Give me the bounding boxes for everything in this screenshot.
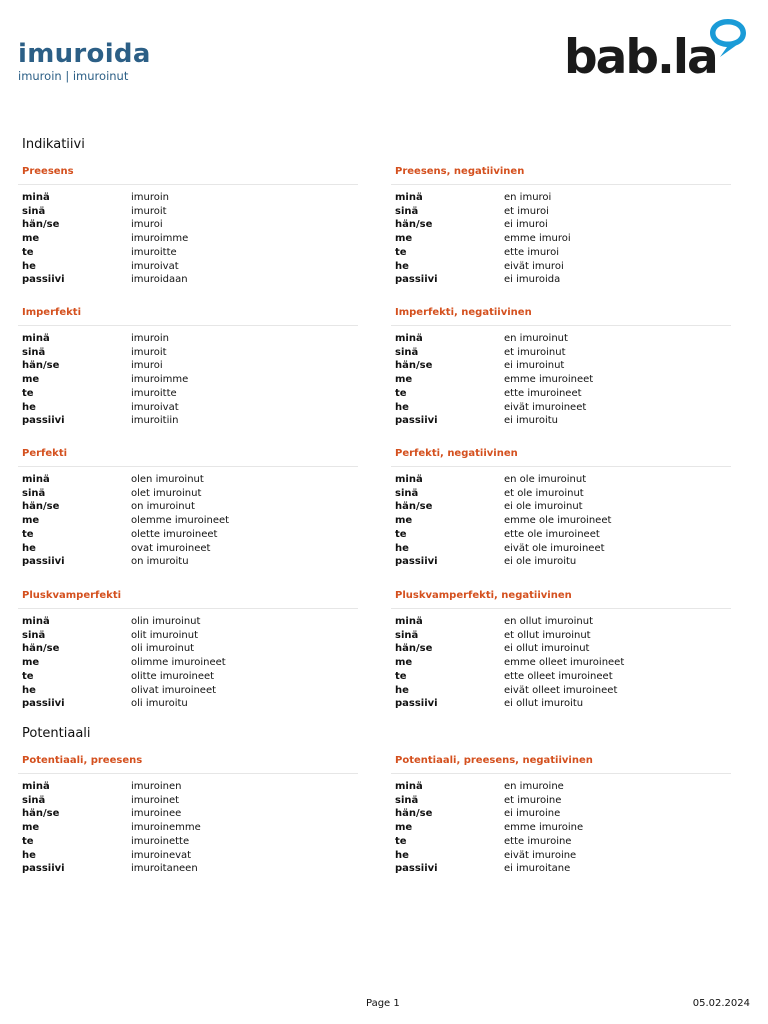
person-label: he	[395, 684, 409, 696]
conjugation-row	[395, 332, 731, 346]
tense-block-perfekti-negatiivinen	[395, 447, 731, 569]
verb-form: ei ollut imuroinut	[504, 643, 590, 655]
verb-principal-forms: imuroin | imuroinut	[18, 69, 129, 83]
person-label: te	[22, 835, 34, 847]
tense-title: Potentiaali, preesens, negatiivinen	[391, 754, 731, 774]
verb-form: emme ole imuroineet	[504, 515, 612, 527]
tense-title: Imperfekti	[18, 306, 358, 326]
person-label: sinä	[395, 487, 419, 499]
conjugation-row	[395, 629, 731, 643]
person-label: sinä	[22, 794, 46, 806]
tense-title: Preesens	[18, 165, 358, 185]
conjugation-row	[395, 191, 731, 205]
conjugation-row	[395, 642, 731, 656]
verb-form: imuroimme	[131, 233, 189, 245]
person-label: passiivi	[395, 274, 438, 286]
conjugation-row	[22, 542, 358, 556]
person-label: sinä	[395, 205, 419, 217]
verb-form: ette imuroine	[504, 835, 572, 847]
conjugation-row	[395, 500, 731, 514]
person-label: minä	[395, 781, 423, 792]
person-label: hän/se	[22, 219, 60, 231]
verb-form: imuroi	[131, 219, 163, 231]
person-label: passiivi	[22, 274, 65, 286]
person-label: hän/se	[22, 360, 60, 372]
verb-form: imuroinen	[131, 781, 182, 792]
person-label: me	[22, 374, 40, 386]
conjugation-row	[22, 246, 358, 260]
person-label: sinä	[395, 346, 419, 358]
verb-form: olemme imuroineet	[131, 515, 230, 527]
person-label: hän/se	[395, 360, 433, 372]
conjugation-row	[22, 794, 358, 808]
babla-logo[interactable]	[564, 16, 750, 85]
person-label: sinä	[22, 629, 46, 641]
tense-title: Potentiaali, preesens	[18, 754, 358, 774]
conjugation-row	[395, 821, 731, 835]
person-label: passiivi	[395, 556, 438, 568]
verb-form: et ollut imuroinut	[504, 629, 591, 641]
person-label: minä	[22, 781, 50, 792]
conjugation-row	[395, 807, 731, 821]
verb-form: et imuroine	[504, 794, 562, 806]
conjugation-row	[22, 684, 358, 698]
conjugation-row	[22, 670, 358, 684]
verb-form: imuroi	[131, 360, 163, 372]
conjugation-row	[395, 794, 731, 808]
verb-form: eivät imuroi	[504, 260, 564, 272]
person-label: me	[395, 374, 413, 386]
verb-form: en ole imuroinut	[504, 474, 587, 485]
conjugation-row	[22, 191, 358, 205]
section-heading-indikatiivi: Indikatiivi	[22, 137, 85, 152]
conjugation-row	[395, 528, 731, 542]
conjugation-row	[22, 273, 358, 287]
conjugation-row	[395, 246, 731, 260]
person-label: he	[22, 401, 36, 413]
tense-block-imperfekti	[22, 306, 358, 428]
person-label: passiivi	[22, 698, 65, 710]
verb-form: imuroit	[131, 205, 167, 217]
verb-form: olet imuroinut	[131, 487, 202, 499]
verb-form: ei ole imuroinut	[504, 501, 583, 513]
conjugation-row	[395, 835, 731, 849]
person-label: te	[395, 670, 407, 682]
person-label: he	[395, 401, 409, 413]
verb-form: imuroin	[131, 192, 169, 203]
person-label: minä	[395, 616, 423, 627]
person-label: he	[22, 849, 36, 861]
verb-form: ei ollut imuroitu	[504, 698, 584, 710]
verb-form: et ole imuroinut	[504, 487, 584, 499]
person-label: he	[22, 260, 36, 272]
conjugation-row	[22, 835, 358, 849]
conjugation-row	[395, 218, 731, 232]
verb-form: ei imuroitane	[504, 863, 571, 875]
page-number: Page 1	[366, 998, 400, 1009]
conjugation-row	[22, 780, 358, 794]
person-label: me	[395, 233, 413, 245]
conjugation-row	[22, 555, 358, 569]
conjugation-row	[22, 697, 358, 711]
person-label: me	[22, 822, 40, 834]
conjugation-row	[22, 514, 358, 528]
verb-form: eivät olleet imuroineet	[504, 684, 618, 696]
conjugation-row	[395, 615, 731, 629]
conjugation-row	[395, 542, 731, 556]
verb-title: imuroida	[18, 39, 151, 69]
verb-form: eivät ole imuroineet	[504, 542, 605, 554]
conjugation-row	[22, 656, 358, 670]
conjugation-row	[395, 205, 731, 219]
verb-form: olimme imuroineet	[131, 657, 226, 669]
conjugation-row	[22, 528, 358, 542]
conjugation-row	[22, 232, 358, 246]
conjugation-row	[22, 849, 358, 863]
person-label: hän/se	[22, 501, 60, 513]
person-label: me	[22, 515, 40, 527]
tense-title: Perfekti	[18, 447, 358, 467]
tense-block-preesens	[22, 165, 358, 287]
conjugation-row	[22, 387, 358, 401]
verb-form: et imuroinut	[504, 346, 566, 358]
verb-form: en imuroine	[504, 781, 564, 792]
verb-form: ette ole imuroineet	[504, 528, 600, 540]
person-label: he	[395, 260, 409, 272]
tense-title: Pluskvamperfekti	[18, 589, 358, 609]
person-label: sinä	[395, 629, 419, 641]
verb-form: imuroivat	[131, 401, 179, 413]
person-label: hän/se	[395, 643, 433, 655]
conjugation-row	[22, 218, 358, 232]
verb-form: ei imuroi	[504, 219, 548, 231]
person-label: te	[22, 670, 34, 682]
person-label: passiivi	[22, 556, 65, 568]
speech-bubble-icon	[706, 16, 750, 60]
verb-form: ei imuroida	[504, 274, 561, 286]
verb-form: on imuroitu	[131, 556, 189, 568]
person-label: passiivi	[395, 415, 438, 427]
person-label: passiivi	[22, 415, 65, 427]
conjugation-row	[395, 862, 731, 876]
conjugation-row	[22, 807, 358, 821]
page-header	[18, 38, 151, 83]
verb-form: olivat imuroineet	[131, 684, 217, 696]
tense-title: Perfekti, negatiivinen	[391, 447, 731, 467]
verb-form: eivät imuroineet	[504, 401, 587, 413]
verb-form: olette imuroineet	[131, 528, 218, 540]
person-label: me	[22, 233, 40, 245]
print-date: 05.02.2024	[692, 998, 750, 1009]
conjugation-row	[22, 487, 358, 501]
person-label: minä	[22, 333, 50, 344]
verb-form: ette imuroineet	[504, 387, 582, 399]
verb-form: imuroinette	[131, 835, 190, 847]
verb-form: imuroin	[131, 333, 169, 344]
person-label: passiivi	[395, 698, 438, 710]
tense-block-imperfekti-negatiivinen	[395, 306, 731, 428]
conjugation-row	[395, 387, 731, 401]
person-label: hän/se	[395, 808, 433, 820]
verb-form: ei imuroinut	[504, 360, 565, 372]
person-label: te	[395, 835, 407, 847]
person-label: te	[22, 528, 34, 540]
verb-form: imuroitaneen	[131, 863, 198, 875]
conjugation-row	[395, 487, 731, 501]
verb-form: oli imuroinut	[131, 643, 195, 655]
verb-form: olin imuroinut	[131, 616, 201, 627]
conjugation-row	[395, 849, 731, 863]
verb-form: ei ole imuroitu	[504, 556, 577, 568]
conjugation-row	[395, 373, 731, 387]
person-label: minä	[22, 192, 50, 203]
conjugation-row	[22, 401, 358, 415]
verb-form: ette olleet imuroineet	[504, 670, 613, 682]
verb-form: emme imuroineet	[504, 374, 594, 386]
tense-block-preesens-negatiivinen	[395, 165, 731, 287]
conjugation-row	[395, 473, 731, 487]
person-label: minä	[395, 192, 423, 203]
conjugation-row	[395, 401, 731, 415]
person-label: he	[395, 849, 409, 861]
conjugation-rows	[395, 332, 731, 428]
verb-form: et imuroi	[504, 205, 549, 217]
conjugation-row	[22, 821, 358, 835]
person-label: sinä	[22, 487, 46, 499]
person-label: minä	[22, 474, 50, 485]
conjugation-row	[22, 473, 358, 487]
verb-form: imuroinet	[131, 794, 180, 806]
person-label: minä	[395, 333, 423, 344]
tense-block-pluskvamperfekti	[22, 589, 358, 711]
verb-form: ette imuroi	[504, 246, 559, 258]
verb-form: ei imuroitu	[504, 415, 559, 427]
conjugation-row	[22, 260, 358, 274]
person-label: te	[22, 246, 34, 258]
verb-form: imuroivat	[131, 260, 179, 272]
tense-block-potentiaali-preesens	[22, 754, 358, 876]
conjugation-row	[395, 260, 731, 274]
verb-form: ei imuroine	[504, 808, 561, 820]
conjugation-rows	[395, 780, 731, 876]
person-label: sinä	[22, 205, 46, 217]
verb-form: imuroidaan	[131, 274, 188, 286]
verb-form: olitte imuroineet	[131, 670, 215, 682]
verb-form: eivät imuroine	[504, 849, 577, 861]
verb-form: imuroitiin	[131, 415, 179, 427]
conjugation-rows	[395, 615, 731, 711]
person-label: me	[395, 822, 413, 834]
conjugation-row	[22, 373, 358, 387]
conjugation-rows	[22, 191, 358, 287]
person-label: sinä	[22, 346, 46, 358]
verb-form: emme olleet imuroineet	[504, 657, 625, 669]
person-label: te	[395, 387, 407, 399]
conjugation-rows	[22, 473, 358, 569]
person-label: hän/se	[22, 643, 60, 655]
verb-form: ovat imuroineet	[131, 542, 211, 554]
person-label: he	[22, 684, 36, 696]
tense-title: Preesens, negatiivinen	[391, 165, 731, 185]
tense-title: Pluskvamperfekti, negatiivinen	[391, 589, 731, 609]
person-label: te	[395, 528, 407, 540]
person-label: passiivi	[22, 863, 65, 875]
verb-form: imuroinevat	[131, 849, 192, 861]
conjugation-row	[22, 615, 358, 629]
conjugation-row	[22, 332, 358, 346]
conjugation-row	[22, 359, 358, 373]
conjugation-row	[395, 780, 731, 794]
person-label: sinä	[395, 794, 419, 806]
person-label: me	[395, 657, 413, 669]
conjugation-row	[22, 414, 358, 428]
conjugation-row	[395, 684, 731, 698]
conjugation-row	[395, 273, 731, 287]
tense-block-potentiaali-preesens-negatiivinen	[395, 754, 731, 876]
conjugation-row	[395, 555, 731, 569]
person-label: minä	[395, 474, 423, 485]
conjugation-row	[22, 205, 358, 219]
verb-form: olit imuroinut	[131, 629, 199, 641]
person-label: te	[22, 387, 34, 399]
conjugation-row	[395, 514, 731, 528]
conjugation-rows	[22, 615, 358, 711]
conjugation-row	[395, 346, 731, 360]
conjugation-row	[395, 656, 731, 670]
verb-form: on imuroinut	[131, 501, 195, 513]
conjugation-row	[22, 346, 358, 360]
verb-form: emme imuroine	[504, 822, 584, 834]
tense-title: Imperfekti, negatiivinen	[391, 306, 731, 326]
person-label: hän/se	[395, 219, 433, 231]
verb-form: emme imuroi	[504, 233, 571, 245]
section-heading-potentiaali: Potentiaali	[22, 726, 91, 741]
conjugation-row	[22, 500, 358, 514]
person-label: hän/se	[395, 501, 433, 513]
verb-form: imuroinee	[131, 808, 182, 820]
verb-form: en imuroi	[504, 192, 552, 203]
conjugation-row	[395, 670, 731, 684]
conjugation-row	[395, 697, 731, 711]
conjugation-rows	[22, 780, 358, 876]
person-label: minä	[22, 616, 50, 627]
person-label: te	[395, 246, 407, 258]
conjugation-row	[395, 232, 731, 246]
conjugation-row	[22, 862, 358, 876]
person-label: passiivi	[395, 863, 438, 875]
conjugation-row	[395, 414, 731, 428]
verb-form: oli imuroitu	[131, 698, 188, 710]
person-label: me	[395, 515, 413, 527]
conjugation-rows	[395, 191, 731, 287]
verb-form: imuroitte	[131, 246, 177, 258]
person-label: he	[22, 542, 36, 554]
conjugation-rows	[22, 332, 358, 428]
person-label: me	[22, 657, 40, 669]
conjugation-row	[22, 642, 358, 656]
verb-form: imuroit	[131, 346, 167, 358]
conjugation-row	[22, 629, 358, 643]
verb-form: en ollut imuroinut	[504, 616, 594, 627]
verb-form: imuroitte	[131, 387, 177, 399]
tense-block-perfekti	[22, 447, 358, 569]
verb-form: olen imuroinut	[131, 474, 204, 485]
conjugation-row	[395, 359, 731, 373]
verb-form: imuroimme	[131, 374, 189, 386]
conjugation-rows	[395, 473, 731, 569]
verb-form: en imuroinut	[504, 333, 568, 344]
tense-block-pluskvamperfekti-negatiivinen	[395, 589, 731, 711]
logo-text: bab.la	[564, 30, 717, 85]
person-label: he	[395, 542, 409, 554]
verb-form: imuroinemme	[131, 822, 201, 834]
person-label: hän/se	[22, 808, 60, 820]
